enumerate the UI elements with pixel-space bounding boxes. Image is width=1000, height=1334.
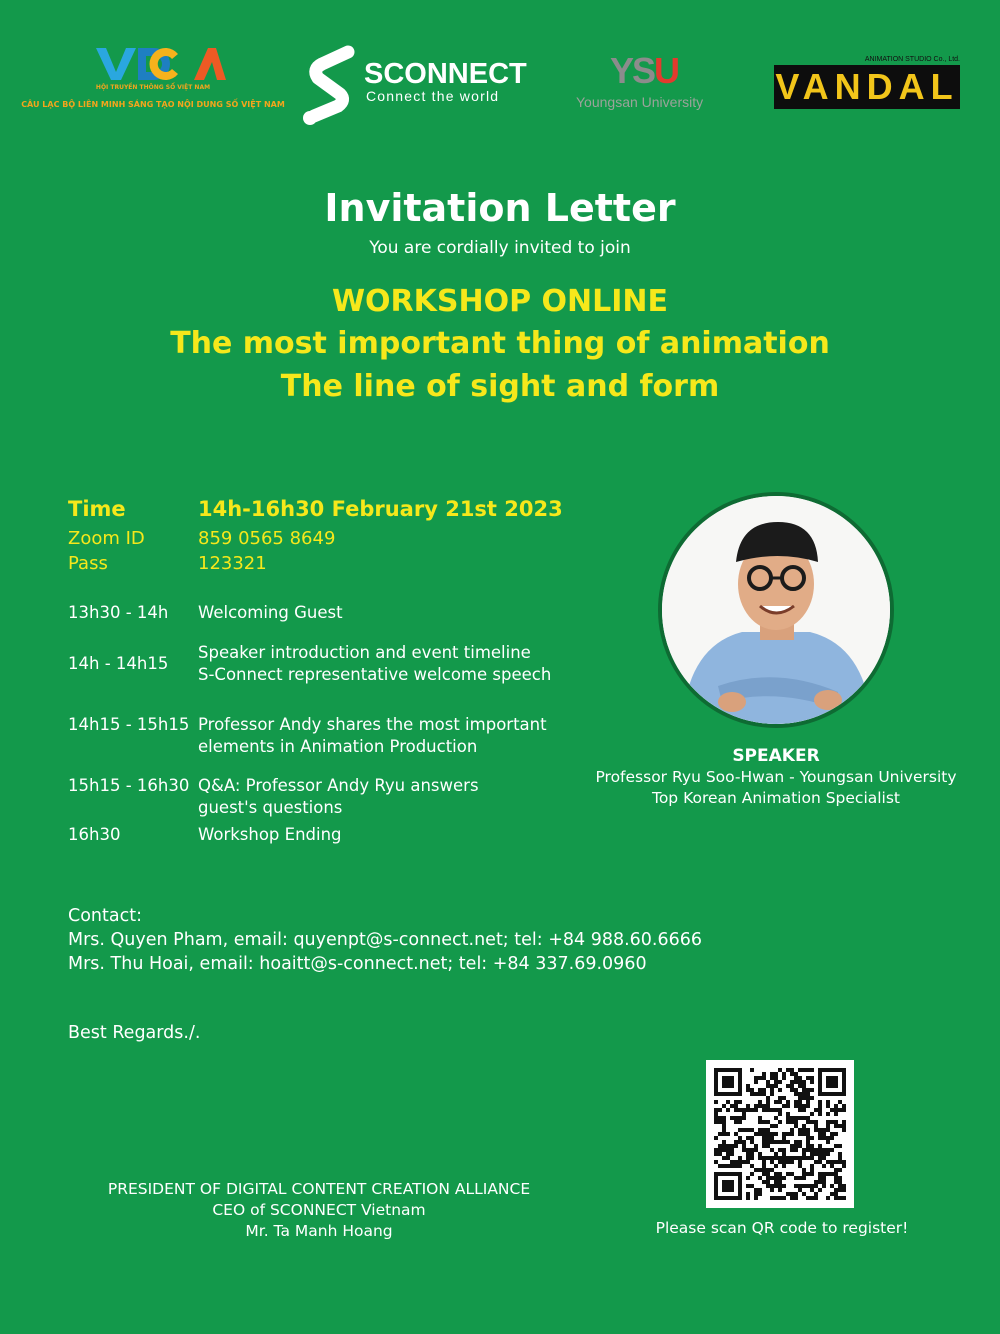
workshop-title: WORKSHOP ONLINE xyxy=(331,284,669,319)
speaker-heading: SPEAKER xyxy=(732,746,820,766)
schedule-item-2-line-2: S-Connect representative welcome speech xyxy=(198,665,552,684)
schedule-item-3-line-1: Professor Andy shares the most important xyxy=(198,715,547,734)
qr-code-icon xyxy=(714,1068,846,1200)
schedule-time-2: 14h - 14h15 xyxy=(68,654,169,673)
schedule-item-4-line-1: Q&A: Professor Andy Ryu answers xyxy=(198,776,479,795)
youngsan-university-logo xyxy=(570,50,740,116)
speaker-name: Professor Ryu Soo-Hwan - Youngsan University xyxy=(595,768,957,786)
time-label: Time xyxy=(68,497,126,521)
registration-qr-code[interactable] xyxy=(706,1060,854,1208)
speaker-portrait-image xyxy=(662,496,890,724)
schedule-item-5: Workshop Ending xyxy=(198,825,342,844)
vdca-logo xyxy=(18,46,288,116)
vandal-box xyxy=(774,65,960,109)
schedule-time-5: 16h30 xyxy=(68,825,121,844)
ysu-mark xyxy=(610,50,678,92)
sconnect-tagline: Connect the world xyxy=(366,88,500,104)
pass-label: Pass xyxy=(68,553,108,574)
signature-title: PRESIDENT OF DIGITAL CONTENT CREATION ALLIANCE xyxy=(107,1180,531,1198)
ysu-mark-ys: YS xyxy=(610,50,655,91)
workshop-topic-line-1: The most important thing of animation xyxy=(170,326,830,361)
zoom-id-value: 859 0565 8649 xyxy=(198,528,336,549)
speaker-photo xyxy=(658,492,894,728)
schedule-time-1: 13h30 - 14h xyxy=(68,603,169,622)
contact-line-2: Mrs. Thu Hoai, email: hoaitt@s-connect.net; tel: +84 337.69.0960 xyxy=(68,954,647,974)
schedule-item-4-line-2: guest's questions xyxy=(198,798,343,817)
best-regards: Best Regards./. xyxy=(68,1023,201,1043)
contact-heading: Contact: xyxy=(68,906,142,926)
qr-caption: Please scan QR code to register! xyxy=(655,1219,909,1237)
page-subtitle: You are cordially invited to join xyxy=(369,238,631,258)
contact-line-1: Mrs. Quyen Pham, email: quyenpt@s-connect.net; tel: +84 988.60.6666 xyxy=(68,930,703,950)
vdca-logo-mark xyxy=(96,46,226,82)
ysu-mark-u: U xyxy=(654,50,679,91)
time-value: 14h-16h30 February 21st 2023 xyxy=(198,497,563,521)
schedule-time-3: 14h15 - 15h15 xyxy=(68,715,190,734)
speaker-role: Top Korean Animation Specialist xyxy=(651,789,901,807)
vandal-studio-label: ANIMATION STUDIO Co., Ltd. xyxy=(864,56,960,63)
signature-name: Mr. Ta Manh Hoang xyxy=(245,1222,393,1240)
vandal-logo xyxy=(772,56,962,110)
pass-value: 123321 xyxy=(198,553,267,574)
signature-company: CEO of SCONNECT Vietnam xyxy=(212,1201,426,1219)
sconnect-s-icon xyxy=(300,42,364,126)
sconnect-logo xyxy=(300,42,540,126)
workshop-topic-line-2: The line of sight and form xyxy=(280,369,720,404)
schedule-item-2-line-1: Speaker introduction and event timeline xyxy=(198,643,531,662)
sconnect-name: SCONNECT xyxy=(364,58,527,90)
vdca-subtitle-1: HỘI TRUYỀN THÔNG SỐ VIỆT NAM xyxy=(95,84,211,91)
vdca-subtitle-2: CÂU LẠC BỘ LIÊN MINH SÁNG TẠO NỘI DUNG SỐ VIỆT NAM xyxy=(21,100,285,109)
vandal-word: VANDAL xyxy=(775,66,959,107)
page-title: Invitation Letter xyxy=(324,186,676,230)
zoom-id-label: Zoom ID xyxy=(68,528,145,549)
schedule-item-3-line-2: elements in Animation Production xyxy=(198,737,478,756)
ysu-name: Youngsan University xyxy=(576,94,704,110)
schedule-item-1: Welcoming Guest xyxy=(198,603,343,622)
schedule-time-4: 15h15 - 16h30 xyxy=(68,776,190,795)
